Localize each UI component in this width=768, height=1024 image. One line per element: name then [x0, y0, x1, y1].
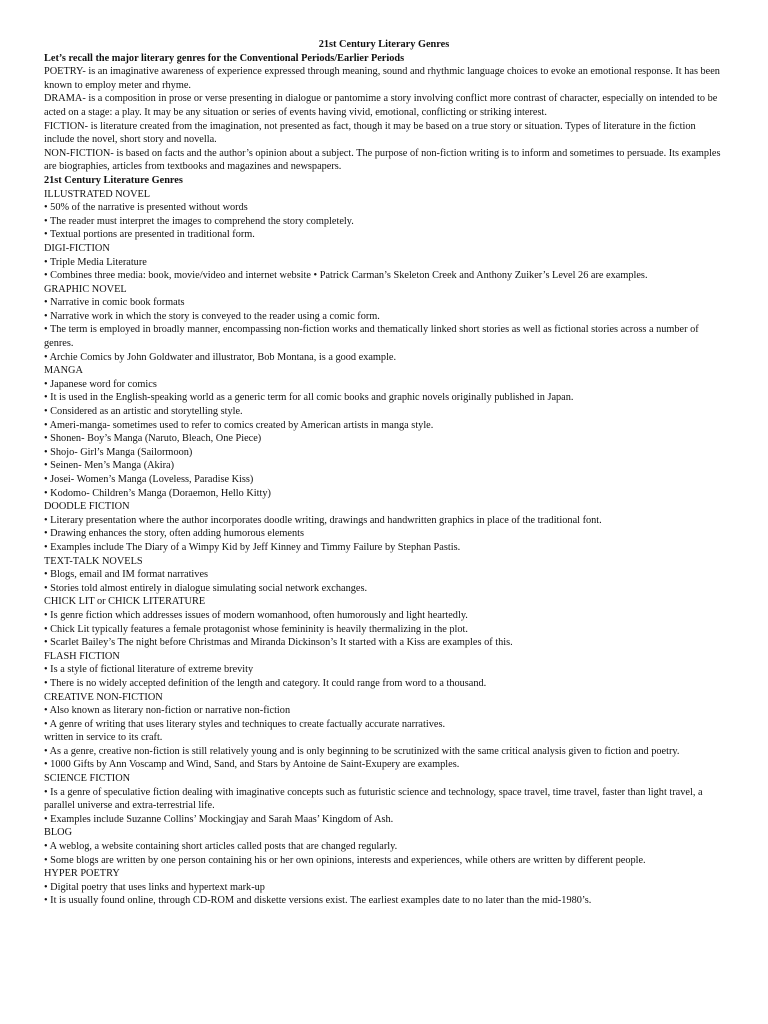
genre-section [44, 242, 724, 283]
genre-heading: CHICK LIT or CHICK LITERATURE [44, 596, 206, 608]
genre-section [44, 595, 724, 649]
genre-heading: HYPER POETRY [44, 868, 120, 880]
genre-section [44, 188, 724, 242]
genre-heading: MANGA [44, 365, 83, 377]
genre-bullet: • 1000 Gifts by Ann Voscamp and Wind, Sand, and Stars by Antoine de Saint-Exupery are examples. [44, 759, 460, 771]
intro-heading: Let’s recall the major literary genres for the Conventional Periods/Earlier Periods [44, 52, 405, 64]
genre-bullet: • Triple Media Literature [44, 256, 147, 268]
genre-bullet: • Stories told almost entirely in dialogue simulating social network exchanges. [44, 582, 368, 594]
genre-section [44, 364, 724, 500]
genre-bullet: • Is a genre of speculative fiction dealing with imaginative concepts such as futuristic science and technology, space travel, time travel, faster than light travel, a parallel universe and extra-terrestrial life. [44, 786, 703, 812]
genre-bullet: • The reader must interpret the images to comprehend the story completely. [44, 215, 354, 227]
genre-bullet: • Ameri-manga- sometimes used to refer to comics created by American artists in manga style. [44, 419, 434, 431]
genre-heading: BLOG [44, 827, 73, 839]
genre-heading: TEXT-TALK NOVELS [44, 555, 143, 567]
genre-bullet: • Drawing enhances the story, often adding humorous elements [44, 528, 305, 540]
genre-bullet: • Chick Lit typically features a female protagonist whose femininity is heavily thermalizing in the plot. [44, 623, 468, 635]
genre-section [44, 772, 724, 826]
genre-bullet: • A genre of writing that uses literary styles and techniques to create factually accurate narratives. [44, 718, 446, 730]
genre-heading: CREATIVE NON-FICTION [44, 691, 163, 703]
genre-bullet: • There is no widely accepted definition of the length and category. It could range from word to a thousand. [44, 677, 487, 689]
genre-bullet: • Seinen- Men’s Manga (Akira) [44, 460, 174, 472]
genre-bullet: • Also known as literary non-fiction or narrative non-fiction [44, 705, 291, 717]
genre-bullet: • Japanese word for comics [44, 378, 157, 390]
genre-bullet: • Is a style of fictional literature of extreme brevity [44, 664, 254, 676]
genre-bullet: • Narrative in comic book formats [44, 297, 185, 309]
genre-bullet: • Blogs, email and IM format narratives [44, 569, 209, 581]
genre-section [44, 555, 724, 596]
genre-bullet: • Narrative work in which the story is conveyed to the reader using a comic form. [44, 310, 380, 322]
poetry-definition: POETRY- is an imaginative awareness of experience expressed through meaning, sound and rhythmic language choices to evoke an emotional response. It has been known to employ meter and rhyme. [44, 66, 720, 91]
genre-section [44, 826, 724, 867]
genre-bullet: • As a genre, creative non-fiction is still relatively young and is only beginning to be scrutinized with the same critical analysis given to fiction and poetry. [44, 745, 680, 757]
genre-heading: DIGI-FICTION [44, 242, 110, 254]
genre-list [44, 188, 724, 908]
genre-heading: GRAPHIC NOVEL [44, 283, 127, 295]
genre-bullet: • 50% of the narrative is presented without words [44, 202, 248, 214]
genre-bullet: • Is genre fiction which addresses issues of modern womanhood, often humorously and light heartedly. [44, 609, 468, 621]
genre-heading: ILLUSTRATED NOVEL [44, 188, 151, 200]
fiction-definition: FICTION- is literature created from the imagination, not presented as fact, though it may be based on a true story or situation. Types of literature in the fiction include the novel, short story and novella. [44, 120, 696, 146]
genre-bullet: written in service to its craft. [44, 732, 163, 744]
genre-bullet: • Examples include The Diary of a Wimpy Kid by Jeff Kinney and Timmy Failure by Stephan Pastis. [44, 541, 461, 553]
genre-heading: DOODLE FICTION [44, 501, 130, 513]
genre-section [44, 500, 724, 554]
genre-section [44, 691, 724, 773]
genre-bullet: • Shonen- Boy’s Manga (Naruto, Bleach, One Piece) [44, 433, 262, 445]
genre-bullet: • It is used in the English-speaking world as a generic term for all comic books and graphic novels originally published in Japan. [44, 392, 574, 404]
genre-bullet: • Combines three media: book, movie/video and internet website • Patrick Carman’s Skeleton Creek and Anthony Zuiker’s Level 26 are examples. [44, 270, 648, 282]
drama-definition: DRAMA- is a composition in prose or verse presenting in dialogue or pantomime a story involving conflict more contrast of character, especially on intended to be acted on a stage: a play. It may be any situation or series of events having vivid, emotional, conflicting or striking interest. [44, 93, 718, 118]
genre-bullet: • Digital poetry that uses links and hypertext mark-up [44, 881, 265, 893]
genre-heading: FLASH FICTION [44, 650, 120, 662]
genre-section [44, 650, 724, 691]
genre-bullet: • Some blogs are written by one person containing his or her own opinions, interests and experiences, while others are written by different people. [44, 854, 646, 866]
genre-heading: SCIENCE FICTION [44, 773, 131, 785]
genre-bullet: • It is usually found online, through CD-ROM and diskette versions exist. The earliest examples date to no later than the mid-1980’s. [44, 895, 592, 907]
genre-section [44, 283, 724, 365]
genre-bullet: • Archie Comics by John Goldwater and illustrator, Bob Montana, is a good example. [44, 351, 397, 363]
genre-bullet: • Literary presentation where the author incorporates doodle writing, drawings and handwritten graphics in place of the traditional font. [44, 514, 602, 526]
genre-bullet: • Scarlet Bailey’s The night before Christmas and Miranda Dickinson’s It started with a Kiss are examples of this. [44, 637, 513, 649]
nonfiction-definition: NON-FICTION- is based on facts and the author’s opinion about a subject. The purpose of non-fiction writing is to inform and sometimes to persuade. Its examples are biographies, articles from textbooks and magazines and newspapers. [44, 147, 721, 173]
genre-bullet: • Kodomo- Children’s Manga (Doraemon, Hello Kitty) [44, 487, 271, 499]
genre-bullet: • Textual portions are presented in traditional form. [44, 229, 255, 241]
genre-bullet: • Shojo- Girl’s Manga (Sailormoon) [44, 446, 193, 458]
genres-heading: 21st Century Literature Genres [44, 174, 183, 186]
genre-section [44, 867, 724, 908]
genre-bullet: • The term is employed in broadly manner, encompassing non-fiction works and thematically linked short stories as well as fictional stories across a number of genres. [44, 324, 699, 350]
genre-bullet: • Considered as an artistic and storytelling style. [44, 406, 243, 418]
genre-bullet: • Examples include Suzanne Collins’ Mockingjay and Sarah Maas’ Kingdom of Ash. [44, 813, 394, 825]
genre-bullet: • Josei- Women’s Manga (Loveless, Paradise Kiss) [44, 474, 254, 485]
document-title: 21st Century Literary Genres [318, 39, 450, 50]
genre-bullet: • A weblog, a website containing short articles called posts that are changed regularly. [44, 841, 398, 853]
